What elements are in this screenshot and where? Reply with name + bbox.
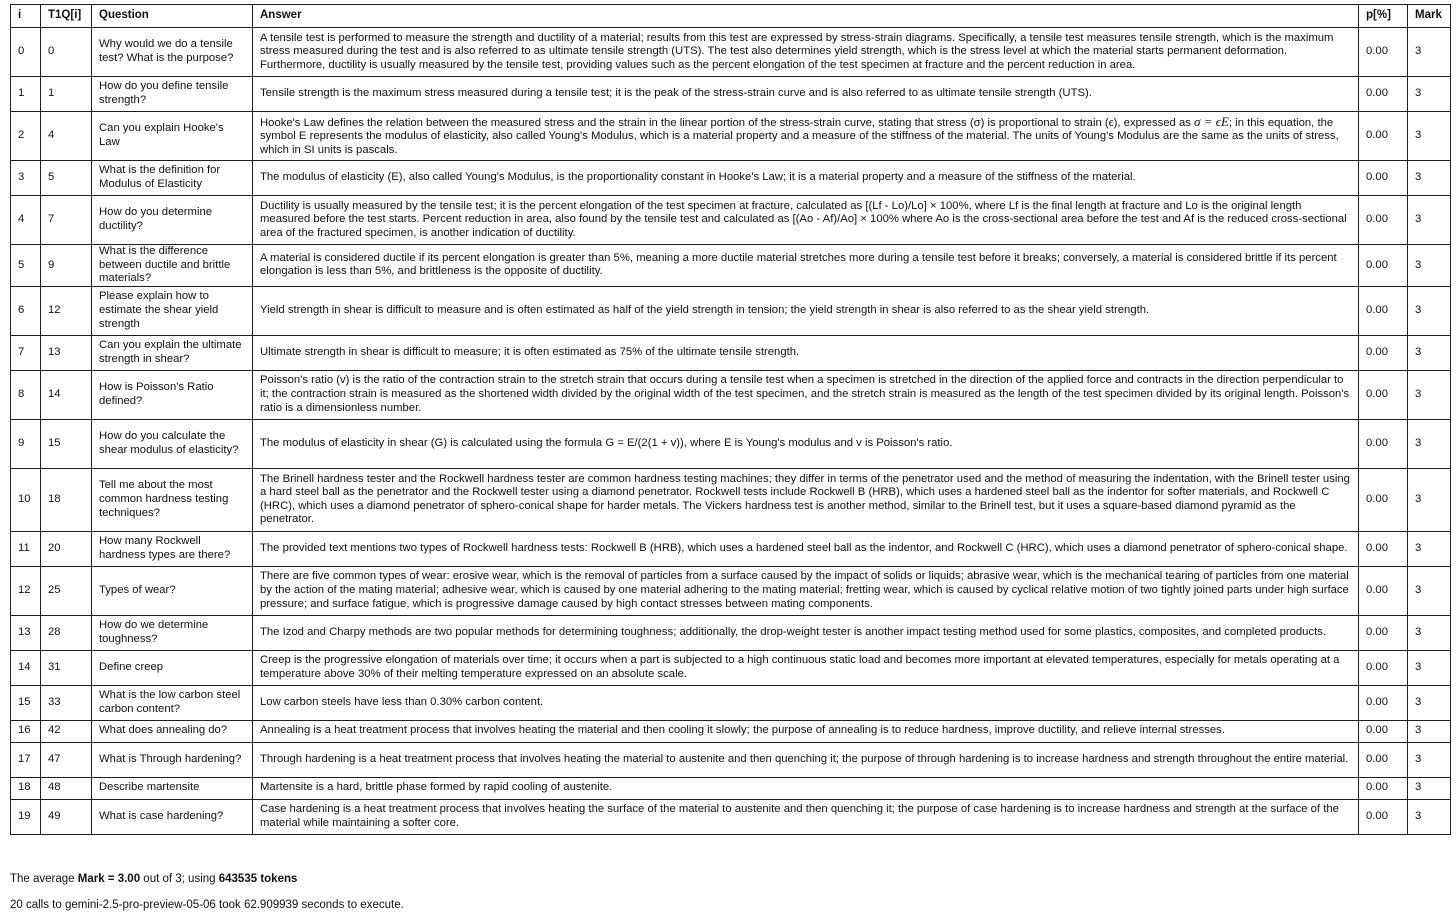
- row-answer-cell: The Brinell hardness tester and the Rockwell hardness tester are common hardness testing machines; they differ in terms of the penetrator used and the method of measuring the indentation, with the Brinell tester using a hard steel ball as the penetrator and the Rockwell tester using a diamond penetrator. Rockwell tests include Rockwell B (HRB), which uses a hardened steel ball as the indentor for softer materials, and Rockwell C (HRC), which uses a diamond penetrator of sphero-conical shape for harder metals. The Vickers hardness test is another method, similar to the Brinell test, but it uses a square-based diamond pyramid as the penetrator.: [253, 468, 1359, 531]
- row-index-cell: 8: [11, 370, 41, 419]
- column-header-question: Question: [92, 5, 253, 28]
- row-p-cell: 0.00: [1359, 77, 1408, 112]
- row-t1q-cell: 31: [41, 650, 92, 685]
- summary-mark: Mark = 3.00: [77, 873, 141, 885]
- column-header-t1q: T1Q[i]: [41, 5, 92, 28]
- row-t1q-cell: 14: [41, 370, 92, 419]
- row-t1q-cell: 25: [41, 566, 92, 615]
- row-mark-cell: 3: [1408, 112, 1451, 161]
- row-mark-cell: 3: [1408, 419, 1451, 468]
- table-row: [11, 335, 1451, 370]
- row-answer-cell: [253, 112, 1359, 161]
- table-header-row: [11, 5, 1451, 28]
- row-answer-cell: Low carbon steels have less than 0.30% carbon content.: [253, 685, 1359, 720]
- answer-formula: σ = ϵE: [1194, 113, 1229, 129]
- table-row: [11, 799, 1451, 834]
- table-row: [11, 196, 1451, 245]
- table-row: [11, 531, 1451, 566]
- row-mark-cell: 3: [1408, 335, 1451, 370]
- row-t1q-cell: 4: [41, 112, 92, 161]
- row-index-cell: 19: [11, 799, 41, 834]
- row-mark-cell: 3: [1408, 566, 1451, 615]
- row-answer-cell: Case hardening is a heat treatment process that involves heating the surface of the material to austenite and then quenching it; the purpose of case hardening is to increase hardness and strength at the surface of the material while maintaining a softer core.: [253, 799, 1359, 834]
- table-row: [11, 370, 1451, 419]
- row-t1q-cell: 15: [41, 419, 92, 468]
- row-index-cell: 6: [11, 286, 41, 335]
- row-question-cell: What is Through hardening?: [92, 742, 253, 777]
- row-index-cell: 11: [11, 531, 41, 566]
- row-answer-cell: Martensite is a hard, brittle phase formed by rapid cooling of austenite.: [253, 777, 1359, 799]
- table-row: [11, 615, 1451, 650]
- row-index-cell: 16: [11, 720, 41, 742]
- row-t1q-cell: 42: [41, 720, 92, 742]
- table-row: [11, 28, 1451, 77]
- row-question-cell: What is the low carbon steel carbon content?: [92, 685, 253, 720]
- row-p-cell: 0.00: [1359, 419, 1408, 468]
- row-index-cell: 4: [11, 196, 41, 245]
- table-row: [11, 650, 1451, 685]
- table-row: [11, 566, 1451, 615]
- row-answer-cell: The modulus of elasticity in shear (G) is calculated using the formula G = E/(2(1 + v)), where E is Young's modulus and v is Poisson's ratio.: [253, 419, 1359, 468]
- row-t1q-cell: 48: [41, 777, 92, 799]
- column-header-answer: Answer: [253, 5, 1359, 28]
- row-answer-cell: The Izod and Charpy methods are two popular methods for determining toughness; additionally, the drop-weight tester is another impact testing method used for some plastics, composites, and completed products.: [253, 615, 1359, 650]
- table-row: [11, 161, 1451, 196]
- row-question-cell: How many Rockwell hardness types are there?: [92, 531, 253, 566]
- row-t1q-cell: 0: [41, 28, 92, 77]
- row-p-cell: 0.00: [1359, 370, 1408, 419]
- row-p-cell: 0.00: [1359, 650, 1408, 685]
- row-p-cell: 0.00: [1359, 720, 1408, 742]
- row-index-cell: 14: [11, 650, 41, 685]
- row-mark-cell: 3: [1408, 650, 1451, 685]
- column-header-i: i: [11, 5, 41, 28]
- row-question-cell: Describe martensite: [92, 777, 253, 799]
- row-question-cell: How is Poisson's Ratio defined?: [92, 370, 253, 419]
- row-answer-cell: Tensile strength is the maximum stress measured during a tensile test; it is the peak of the stress-strain curve and is also referred to as ultimate tensile strength (UTS).: [253, 77, 1359, 112]
- average-mark-summary: [10, 873, 297, 885]
- row-question-cell: How do you calculate the shear modulus of elasticity?: [92, 419, 253, 468]
- row-question-cell: How do you define tensile strength?: [92, 77, 253, 112]
- row-answer-cell: Through hardening is a heat treatment process that involves heating the material to austenite and then quenching it; the purpose of through hardening is to increase hardness and strength throughout the entire material.: [253, 742, 1359, 777]
- row-index-cell: 9: [11, 419, 41, 468]
- row-p-cell: 0.00: [1359, 777, 1408, 799]
- table-row: [11, 112, 1451, 161]
- row-t1q-cell: 1: [41, 77, 92, 112]
- summary-prefix: The average: [10, 873, 78, 885]
- row-p-cell: 0.00: [1359, 468, 1408, 531]
- row-t1q-cell: 18: [41, 468, 92, 531]
- row-question-cell: Can you explain the ultimate strength in shear?: [92, 335, 253, 370]
- row-p-cell: 0.00: [1359, 742, 1408, 777]
- row-mark-cell: 3: [1408, 245, 1451, 287]
- table-row: [11, 742, 1451, 777]
- row-question-cell: What is the difference between ductile and brittle materials?: [92, 245, 253, 287]
- row-p-cell: 0.00: [1359, 286, 1408, 335]
- table-body: [11, 28, 1451, 835]
- row-mark-cell: 3: [1408, 685, 1451, 720]
- row-answer-cell: There are five common types of wear: erosive wear, which is the removal of particles from a surface caused by the impact of solids or liquids; abrasive wear, which is the mechanical tearing of particles from one material by the action of the mating material; adhesive wear, which is caused by one material adhering to the mating material; fretting wear, which is caused by cyclical relative motion of two tightly joined parts under high surface pressure; and surface fatigue, which is progressive damage caused by high contact stresses between mating components.: [253, 566, 1359, 615]
- row-answer-cell: Yield strength in shear is difficult to measure and is often estimated as half of the yield strength in tension; the yield strength in shear is also referred to as the shear yield strength.: [253, 286, 1359, 335]
- row-t1q-cell: 28: [41, 615, 92, 650]
- results-container: [10, 4, 1450, 835]
- row-t1q-cell: 5: [41, 161, 92, 196]
- row-mark-cell: 3: [1408, 370, 1451, 419]
- row-mark-cell: 3: [1408, 196, 1451, 245]
- row-index-cell: 7: [11, 335, 41, 370]
- row-mark-cell: 3: [1408, 28, 1451, 77]
- row-t1q-cell: 13: [41, 335, 92, 370]
- table-row: [11, 419, 1451, 468]
- row-index-cell: 12: [11, 566, 41, 615]
- row-index-cell: 18: [11, 777, 41, 799]
- column-header-p: p[%]: [1359, 5, 1408, 28]
- row-answer-cell: Ultimate strength in shear is difficult to measure; it is often estimated as 75% of the ultimate tensile strength.: [253, 335, 1359, 370]
- row-mark-cell: 3: [1408, 799, 1451, 834]
- row-question-cell: How do you determine ductility?: [92, 196, 253, 245]
- column-header-mark: Mark: [1408, 5, 1451, 28]
- row-mark-cell: 3: [1408, 468, 1451, 531]
- row-answer-cell: Ductility is usually measured by the tensile test; it is the percent elongation of the test specimen at fracture, calculated as [(Lf - Lo)/Lo] × 100%, where Lf is the final length at fracture and Lo is the original length measured before the test starts. Percent reduction in area, also found by the tensile test and calculated as [(Ao - Af)/Ao] × 100% where Ao is the cross-sectional area before the test and Af is the reduced cross-sectional area of the fractured specimen, is another indication of ductility.: [253, 196, 1359, 245]
- row-index-cell: 0: [11, 28, 41, 77]
- row-question-cell: What is the definition for Modulus of Elasticity: [92, 161, 253, 196]
- row-t1q-cell: 49: [41, 799, 92, 834]
- row-answer-cell: Creep is the progressive elongation of materials over time; it occurs when a part is subjected to a high continuous static load and becomes more important at elevated temperatures, especially for metals operating at a temperature above 30% of their melting temperature expressed on an absolute scale.: [253, 650, 1359, 685]
- row-answer-cell: A material is considered ductile if its percent elongation is greater than 5%, meaning a more ductile material stretches more during a tensile test before it breaks; conversely, a material is considered brittle if its percent elongation is less than 5%, and brittleness is the opposite of ductility.: [253, 245, 1359, 287]
- row-mark-cell: 3: [1408, 161, 1451, 196]
- row-p-cell: 0.00: [1359, 685, 1408, 720]
- row-answer-cell: Annealing is a heat treatment process that involves heating the material and then cooling it slowly; the purpose of annealing is to reduce hardness, improve ductility, and relieve internal stresses.: [253, 720, 1359, 742]
- row-index-cell: 1: [11, 77, 41, 112]
- row-p-cell: 0.00: [1359, 615, 1408, 650]
- row-p-cell: 0.00: [1359, 28, 1408, 77]
- row-p-cell: 0.00: [1359, 112, 1408, 161]
- row-p-cell: 0.00: [1359, 161, 1408, 196]
- row-question-cell: What does annealing do?: [92, 720, 253, 742]
- execution-summary: 20 calls to gemini-2.5-pro-preview-05-06 took 62.909939 seconds to execute.: [10, 899, 404, 911]
- answer-text-pre: Hooke's Law defines the relation between the measured stress and the strain in the linear portion of the stress-strain curve, stating that stress (σ) is proportional to strain (ϵ), expressed as: [260, 116, 1195, 129]
- row-question-cell: How do we determine toughness?: [92, 615, 253, 650]
- table-row: [11, 468, 1451, 531]
- row-answer-cell: The provided text mentions two types of Rockwell hardness tests: Rockwell B (HRB), which uses a hardened steel ball as the indentor, and Rockwell C (HRC), which uses a diamond penetrator of sphero-conical shape.: [253, 531, 1359, 566]
- row-mark-cell: 3: [1408, 286, 1451, 335]
- table-row: [11, 245, 1451, 287]
- row-question-cell: Please explain how to estimate the shear yield strength: [92, 286, 253, 335]
- row-answer-cell: A tensile test is performed to measure the strength and ductility of a material; results from this test are expressed by stress-strain diagrams. Specifically, a tensile test measures tensile strength, which is the maximum stress measured during the test and is also referred to as ultimate tensile strength (UTS). The test also determines yield strength, which is the stress level at which the material starts permanent deformation. Furthermore, ductility is usually measured by the tensile test, providing values such as the percent elongation of the test specimen at fracture and the percent reduction in area.: [253, 28, 1359, 77]
- table-row: [11, 685, 1451, 720]
- table-row: [11, 77, 1451, 112]
- row-question-cell: Types of wear?: [92, 566, 253, 615]
- row-question-cell: What is case hardening?: [92, 799, 253, 834]
- row-index-cell: 10: [11, 468, 41, 531]
- row-p-cell: 0.00: [1359, 196, 1408, 245]
- row-mark-cell: 3: [1408, 531, 1451, 566]
- row-index-cell: 15: [11, 685, 41, 720]
- table-row: [11, 720, 1451, 742]
- row-answer-cell: Poisson's ratio (v) is the ratio of the contraction strain to the stretch strain that occurs during a tensile test when a specimen is stretched in the direction of the applied force and contracts in the direction perpendicular to it; the contraction strain is measured as the shortened width divided by the original width of the test specimen, and the stretch strain is measured as the length of the test specimen divided by its original length. Poisson's ratio is a dimensionless number.: [253, 370, 1359, 419]
- row-question-cell: Can you explain Hooke's Law: [92, 112, 253, 161]
- row-mark-cell: 3: [1408, 615, 1451, 650]
- row-answer-cell: The modulus of elasticity (E), also called Young's Modulus, is the proportionality constant in Hooke's Law; it is a material property and a measure of the stiffness of the material.: [253, 161, 1359, 196]
- summary-mid: out of 3; using: [140, 873, 219, 885]
- row-index-cell: 3: [11, 161, 41, 196]
- row-index-cell: 13: [11, 615, 41, 650]
- row-t1q-cell: 20: [41, 531, 92, 566]
- row-mark-cell: 3: [1408, 742, 1451, 777]
- row-mark-cell: 3: [1408, 720, 1451, 742]
- row-question-cell: Define creep: [92, 650, 253, 685]
- row-t1q-cell: 9: [41, 245, 92, 287]
- row-t1q-cell: 33: [41, 685, 92, 720]
- row-p-cell: 0.00: [1359, 799, 1408, 834]
- results-table: [10, 4, 1451, 835]
- summary-tokens: 643535 tokens: [218, 873, 298, 885]
- row-p-cell: 0.00: [1359, 245, 1408, 287]
- table-row: [11, 286, 1451, 335]
- table-row: [11, 777, 1451, 799]
- row-p-cell: 0.00: [1359, 531, 1408, 566]
- row-p-cell: 0.00: [1359, 335, 1408, 370]
- row-mark-cell: 3: [1408, 77, 1451, 112]
- row-p-cell: 0.00: [1359, 566, 1408, 615]
- row-index-cell: 17: [11, 742, 41, 777]
- answer-text-post: ; in this equation, the symbol E represents the modulus of elasticity, also called Young's Modulus, which is a material property and a measure of the stiffness of the material. The units of Young's Modulus are the same as the units of stress, which in SI units is pascals.: [260, 116, 1339, 156]
- row-t1q-cell: 47: [41, 742, 92, 777]
- row-index-cell: 2: [11, 112, 41, 161]
- row-mark-cell: 3: [1408, 777, 1451, 799]
- row-question-cell: Tell me about the most common hardness testing techniques?: [92, 468, 253, 531]
- row-t1q-cell: 7: [41, 196, 92, 245]
- row-t1q-cell: 12: [41, 286, 92, 335]
- row-question-cell: Why would we do a tensile test? What is the purpose?: [92, 28, 253, 77]
- row-index-cell: 5: [11, 245, 41, 287]
